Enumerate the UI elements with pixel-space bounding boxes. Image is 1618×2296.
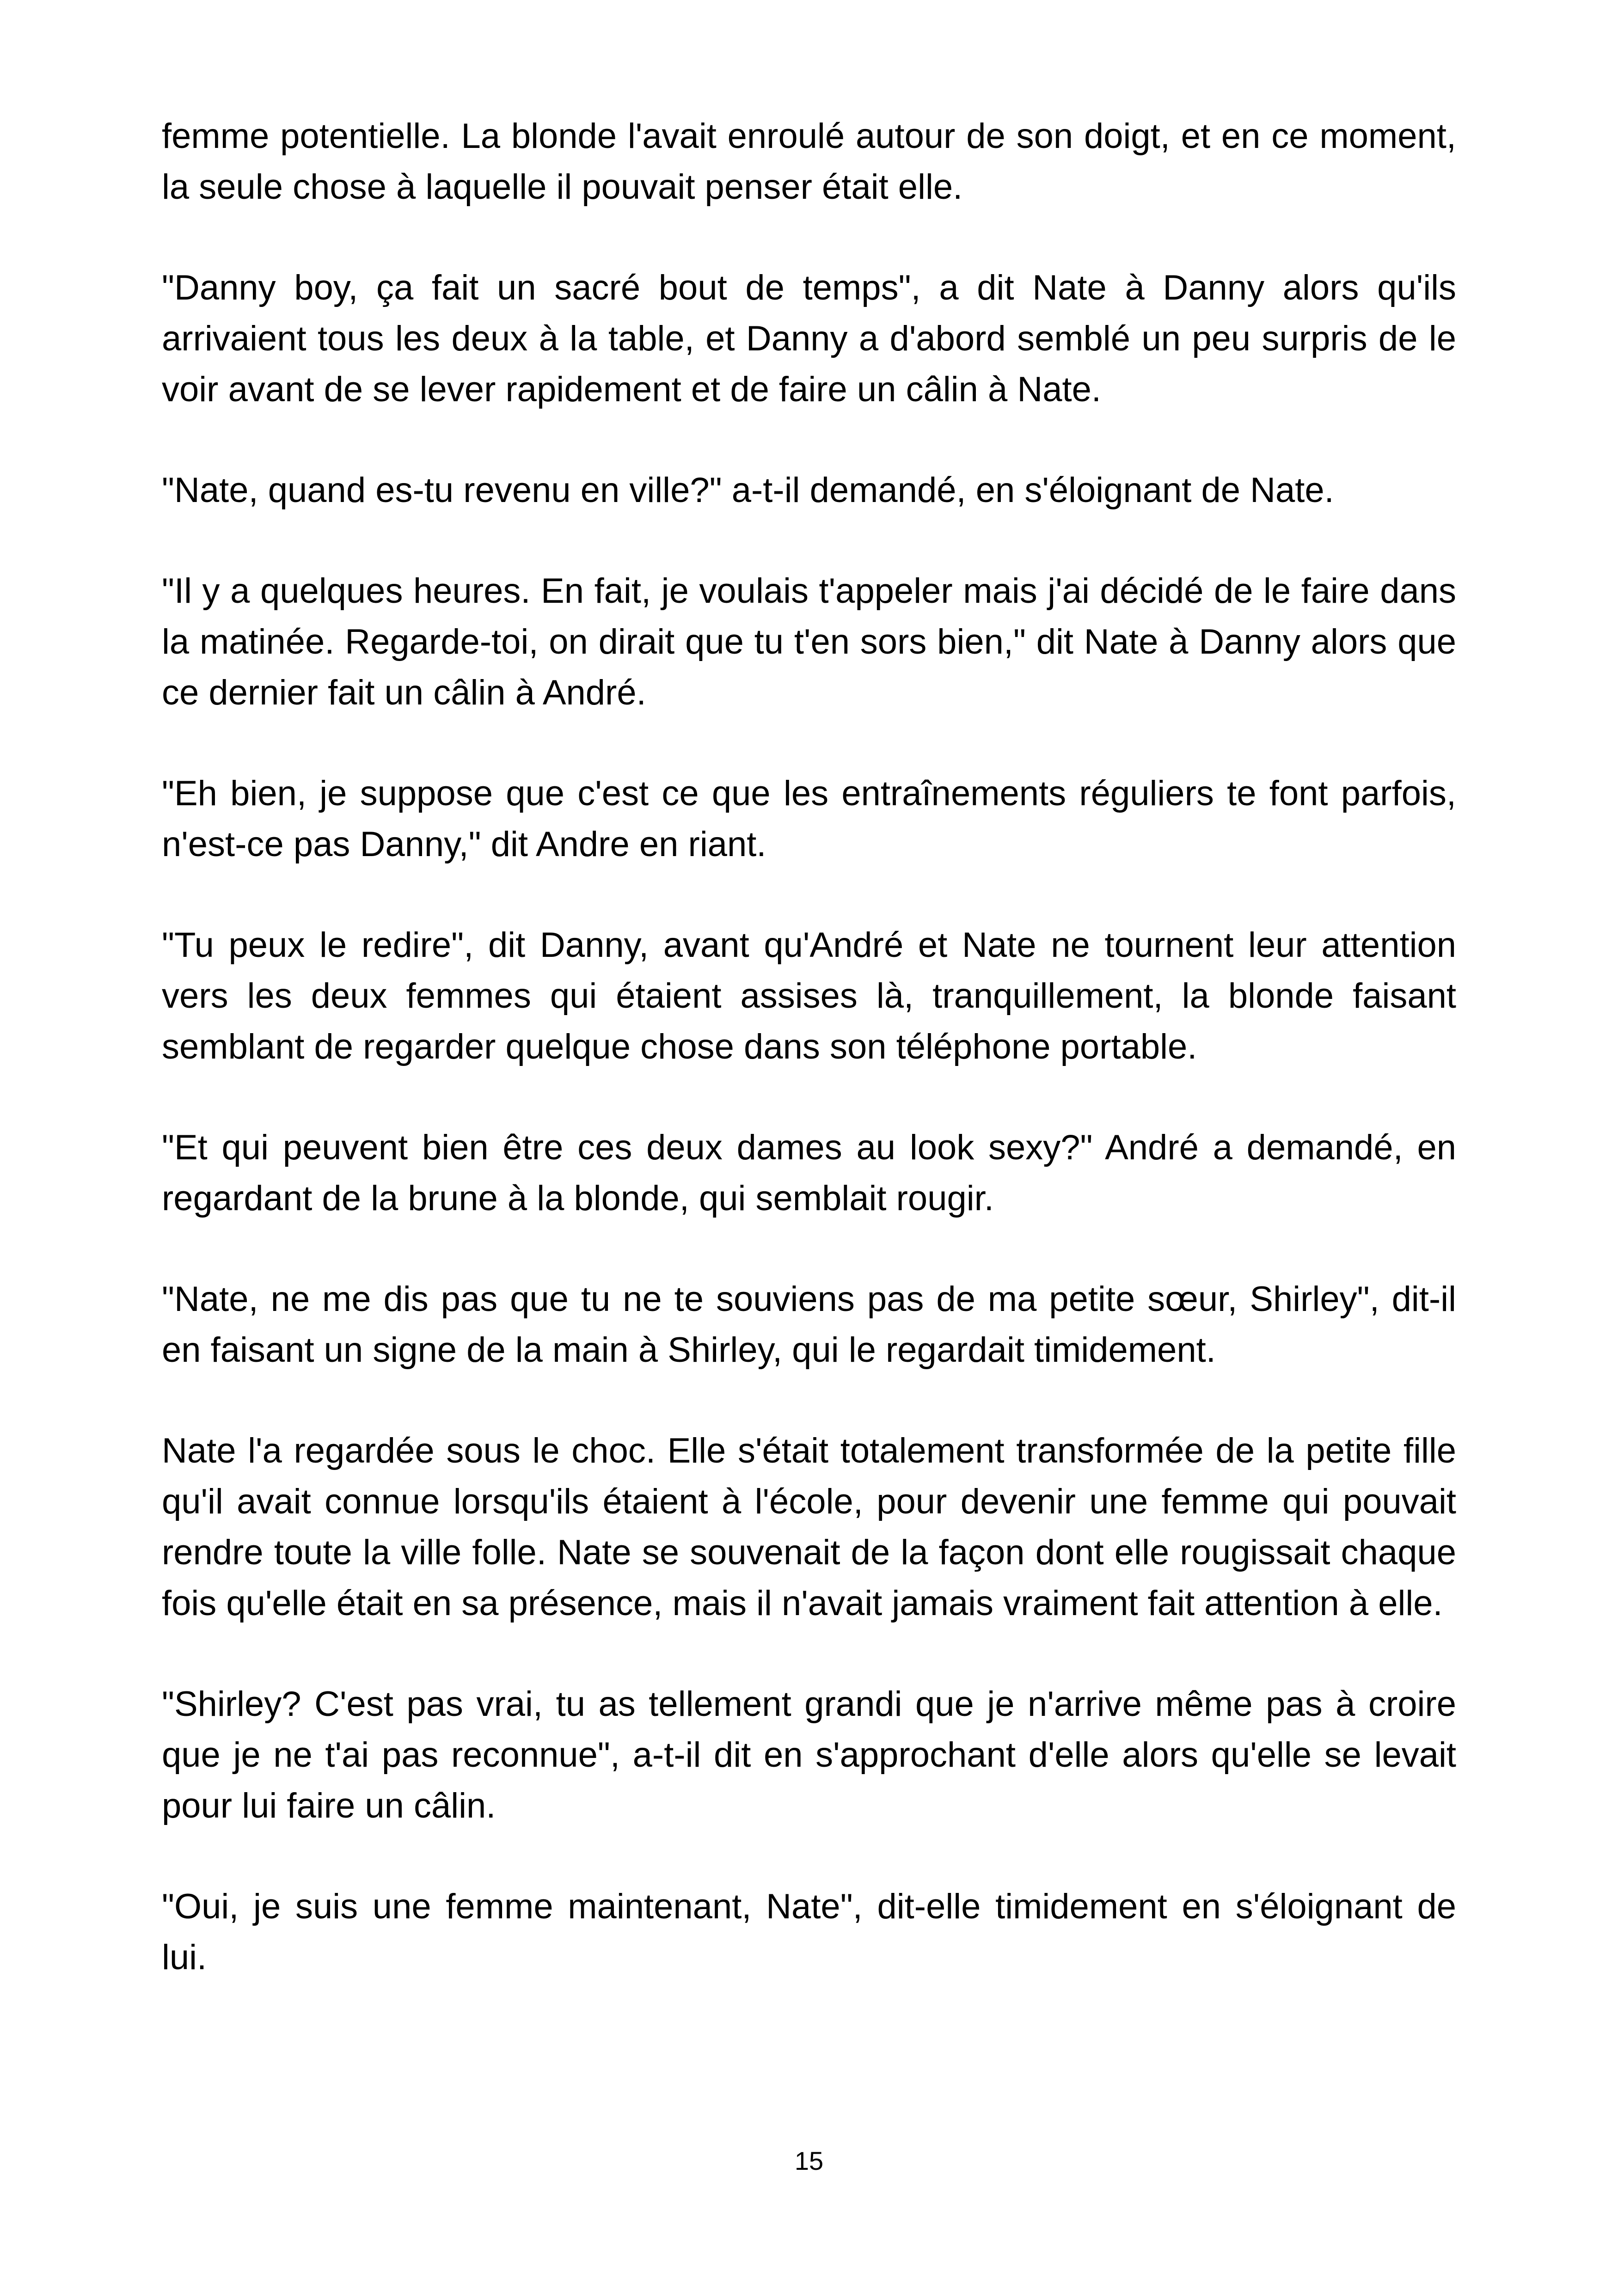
paragraph: "Et qui peuvent bien être ces deux dames au look sexy?" André a demandé, en regardant de la brune à la blonde, qui semblait rougir. xyxy=(162,1128,1456,1218)
page-number: 15 xyxy=(794,2146,824,2175)
paragraph: "Nate, ne me dis pas que tu ne te souviens pas de ma petite sœur, Shirley", dit-il en faisant un signe de la main à Shirley, qui le regardait timidement. xyxy=(162,1280,1456,1370)
paragraph: "Oui, je suis une femme maintenant, Nate", dit-elle timidement en s'éloignant de lui. xyxy=(162,1887,1456,1977)
page-body xyxy=(162,111,1456,1983)
paragraph: "Tu peux le redire", dit Danny, avant qu'André et Nate ne tournent leur attention vers les deux femmes qui étaient assises là, tranquillement, la blonde faisant semblant de regarder quelque chose dans son téléphone portable. xyxy=(162,925,1456,1066)
paragraph: Nate l'a regardée sous le choc. Elle s'était totalement transformée de la petite fille qu'il avait connue lorsqu'ils étaient à l'école, pour devenir une femme qui pouvait rendre toute la ville folle. Nate se souvenait de la façon dont elle rougissait chaque fois qu'elle était en sa présence, mais il n'avait jamais vraiment fait attention à elle. xyxy=(162,1431,1456,1623)
paragraph: "Danny boy, ça fait un sacré bout de temps", a dit Nate à Danny alors qu'ils arrivaient tous les deux à la table, et Danny a d'abord semblé un peu surpris de le voir avant de se lever rapidement et de faire un câlin à Nate. xyxy=(162,268,1456,409)
paragraph: "Il y a quelques heures. En fait, je voulais t'appeler mais j'ai décidé de le faire dans la matinée. Regarde-toi, on dirait que tu t'en sors bien," dit Nate à Danny alors que ce dernier fait un câlin à André. xyxy=(162,571,1456,712)
paragraph: femme potentielle. La blonde l'avait enroulé autour de son doigt, et en ce moment, la seule chose à laquelle il pouvait penser était elle. xyxy=(162,116,1456,207)
paragraph: "Nate, quand es-tu revenu en ville?" a-t-il demandé, en s'éloignant de Nate. xyxy=(162,471,1334,510)
paragraph: "Eh bien, je suppose que c'est ce que les entraînements réguliers te font parfois, n'est-ce pas Danny," dit Andre en riant. xyxy=(162,774,1456,864)
paragraph: "Shirley? C'est pas vrai, tu as tellement grandi que je n'arrive même pas à croire que je ne t'ai pas reconnue", a-t-il dit en s'approchant d'elle alors qu'elle se levait pour lui faire un câlin. xyxy=(162,1684,1456,1825)
